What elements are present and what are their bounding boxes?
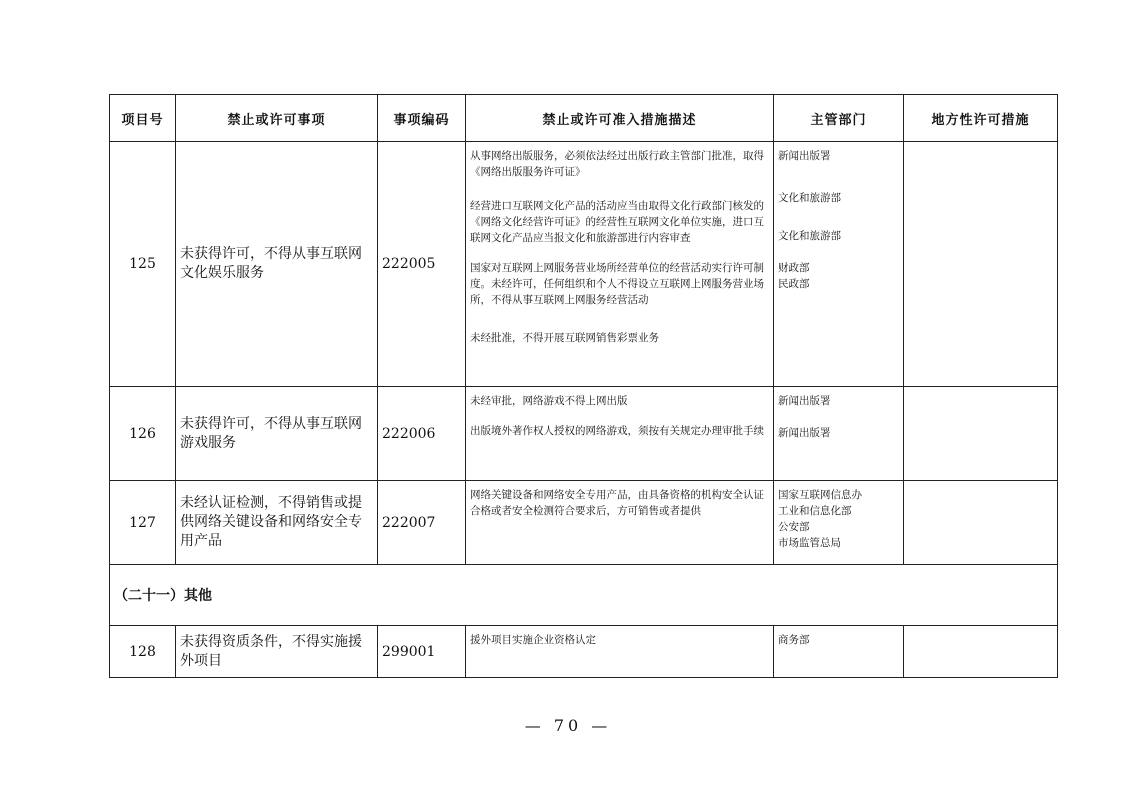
item-number: 128 (110, 626, 176, 678)
item-title: 未获得许可，不得从事互联网游戏服务 (176, 387, 378, 481)
department-entry: 文化和旅游部 (778, 230, 841, 242)
header-desc: 禁止或许可准入措施描述 (466, 95, 774, 142)
table-row (110, 626, 1058, 678)
description-entry: 出版境外著作权人授权的网络游戏，须按有关规定办理审批手续 (470, 425, 764, 437)
department-entry: 商务部 (778, 634, 810, 646)
measure-description (466, 626, 774, 678)
permission-table (109, 94, 1058, 678)
table-header-row (110, 95, 1058, 142)
department (774, 142, 904, 387)
item-title: 未获得资质条件，不得实施援外项目 (176, 626, 378, 678)
item-code: 222005 (378, 142, 466, 387)
local-measure (904, 142, 1058, 387)
item-number: 125 (110, 142, 176, 387)
table-row (110, 481, 1058, 565)
department-entry: 国家互联网信息办 工业和信息化部 公安部 市场监管总局 (778, 489, 862, 549)
item-code: 222007 (378, 481, 466, 565)
department-entry: 新闻出版署 (778, 395, 831, 407)
item-title: 未经认证检测，不得销售或提供网络关键设备和网络安全专用产品 (176, 481, 378, 565)
measure-description (466, 142, 774, 387)
item-number: 127 (110, 481, 176, 565)
department (774, 481, 904, 565)
item-number: 126 (110, 387, 176, 481)
measure-description (466, 387, 774, 481)
department-entry: 文化和旅游部 (778, 192, 841, 204)
department-entry: 新闻出版署 (778, 150, 831, 162)
header-item: 禁止或许可事项 (176, 95, 378, 142)
description-entry: 未经审批，网络游戏不得上网出版 (470, 395, 628, 407)
department-entry: 新闻出版署 (778, 427, 831, 439)
description-entry: 国家对互联网上网服务营业场所经营单位的经营活动实行许可制度。未经许可，任何组织和个人不得设立互联网上网服务营业场所，不得从事互联网上网服务经营活动 (470, 262, 764, 306)
header-code: 事项编码 (378, 95, 466, 142)
table-row (110, 142, 1058, 387)
header-dept: 主管部门 (774, 95, 904, 142)
department-entry: 财政部 民政部 (778, 262, 810, 290)
description-entry: 援外项目实施企业资格认定 (470, 634, 596, 646)
description-entry: 从事网络出版服务，必须依法经过出版行政主管部门批准，取得《网络出版服务许可证》 (470, 150, 764, 178)
table-row (110, 387, 1058, 481)
department (774, 626, 904, 678)
local-measure (904, 387, 1058, 481)
item-code: 222006 (378, 387, 466, 481)
local-measure (904, 626, 1058, 678)
header-num: 项目号 (110, 95, 176, 142)
description-entry: 未经批准，不得开展互联网销售彩票业务 (470, 332, 659, 344)
measure-description (466, 481, 774, 565)
item-code: 299001 (378, 626, 466, 678)
department (774, 387, 904, 481)
section-title: （二十一）其他 (110, 565, 1058, 626)
description-entry: 网络关键设备和网络安全专用产品，由具备资格的机构安全认证合格或者安全检测符合要求后，方可销售或者提供 (470, 489, 764, 517)
page-number: — 70 — (524, 716, 612, 735)
local-measure (904, 481, 1058, 565)
header-local: 地方性许可措施 (904, 95, 1058, 142)
description-entry: 经营进口互联网文化产品的活动应当由取得文化行政部门核发的《网络文化经营许可证》的经营性互联网文化单位实施，进口互联网文化产品应当报文化和旅游部进行内容审查 (470, 200, 764, 244)
section-row (110, 565, 1058, 626)
item-title: 未获得许可，不得从事互联网文化娱乐服务 (176, 142, 378, 387)
